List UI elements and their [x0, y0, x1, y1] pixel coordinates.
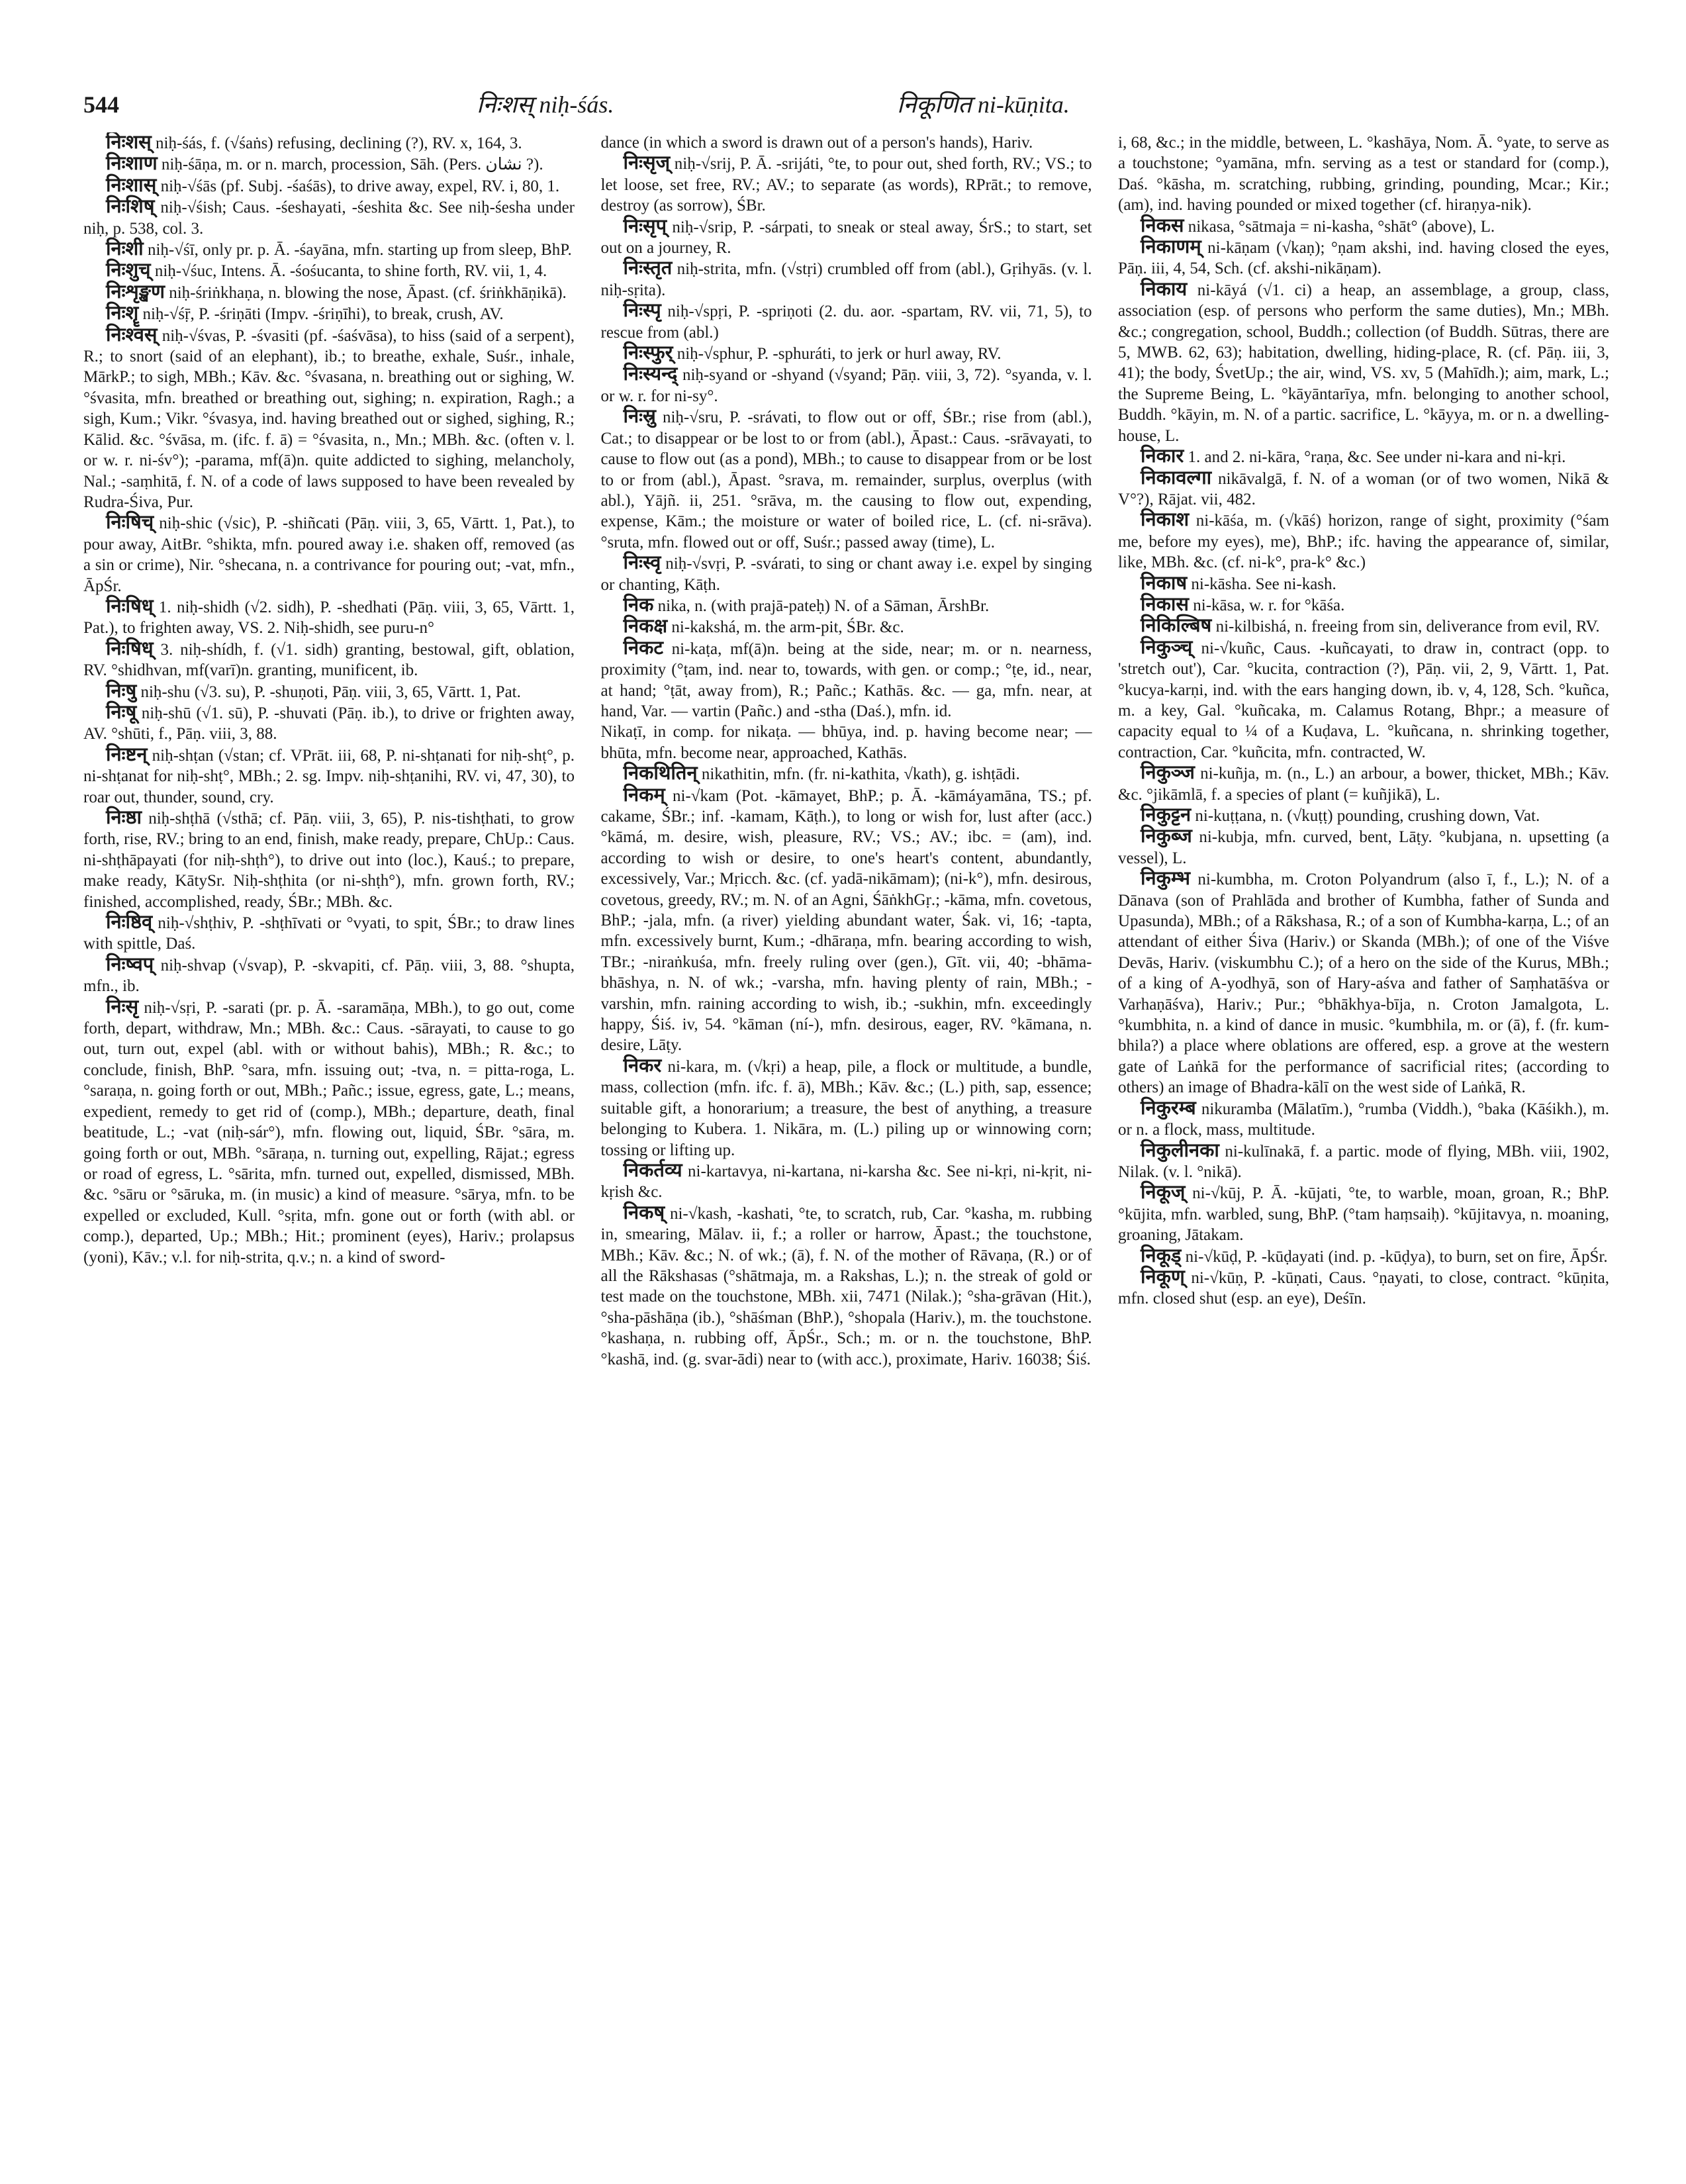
dictionary-entry [83, 512, 575, 596]
entry-text: niḥ-shū (√1. sū), P. -shuvati (Pāṇ. ib.), to drive or frighten away, AV. °shūti, f., Pāṇ. viii, 3, 88. [83, 704, 575, 743]
dictionary-entry [601, 553, 1092, 595]
dictionary-entry [1118, 237, 1609, 279]
dictionary-entry [601, 763, 1092, 784]
entry-headword: निःशॄ [106, 303, 139, 324]
dictionary-entry [1118, 446, 1609, 467]
dictionary-entry [601, 364, 1092, 406]
column-3 [1118, 132, 1609, 2165]
entry-text: nikasa, °sātmaja = ni-kasha, °shāt° (above), L. [1188, 217, 1495, 236]
entry-headword: निःषिच् [106, 512, 154, 534]
entry-headword: निःष्ठा [106, 807, 142, 828]
dictionary-entry [1118, 594, 1609, 616]
dictionary-entry [1118, 826, 1609, 869]
entry-headword: निकाणम् [1141, 236, 1201, 258]
dictionary-entry [601, 153, 1092, 216]
dictionary-entry [1118, 510, 1609, 573]
entry-headword: निःषिध् [106, 595, 154, 617]
entry-headword: निःषू [106, 701, 137, 723]
dictionary-entry [83, 955, 575, 997]
dictionary-entry [83, 997, 575, 1268]
entry-text: ni-kulīnakā, f. a partic. mode of flying, MBh. viii, 1902, Nilak. (v. l. °nikā). [1118, 1142, 1609, 1181]
entry-text: niḥ-śriṅkhaṇa, n. blowing the nose, Āpast. (cf. śriṅkhāṇikā). [169, 283, 567, 302]
entry-text: niḥ-strita, mfn. (√stṛi) crumbled off from (abl.), Gṛihyās. (v. l. niḥ-sṛita). [600, 260, 1092, 299]
entry-headword: निःष्ठिव् [106, 912, 153, 933]
entry-headword: निकास [1141, 593, 1189, 615]
dictionary-entry [1118, 216, 1609, 237]
entry-headword: निक [623, 594, 654, 616]
entry-text: ni-√kam (Pot. -kāmayet, BhP.; p. Ā. -kāmáyamāna, TS.; pf. cakame, ŚBr.; inf. -kamam, Kāṭh.), to long or wish for, lust after (acc.) °kāmá, m. desire, wish, pleasure, RV.; VS.; AV.; ibc. = (am), ind. according to wish or desire, to one's heart's content, abundantly, excessively, Var.; Mṛicch. &c. (cf. yadā-nikāmam); (ni-k°), mfn. desirous, covetous, greedy, RV.; m. N. of an Agni, ŚāṅkhGṛ.; -kāma, mfn. covetous, BhP.; -jala, mfn. (a river) yielding abundant water, Śak. vi, 16; -tapta, mfn. excessively burnt, Kum.; -dhāraṇa, mfn. bearing according to wish, TBr.; -niraṅkuśa, mfn. freely ruling over (gen.), Gīt. vii, 40; -bhāma-bhāshya, n. N. of wk.; -varsha, mfn. having plenty of rain, MBh.; -varshin, mfn. raining according to wish, ib.; -sukhin, mfn. exceedingly happy, Śiś. iv, 54. °kāman (ní-), mfn. desirous, eager, RV. °kāmana, n. desire, Lāṭy. [600, 786, 1092, 1055]
entry-text: niḥ-√svṛi, P. -svárati, to sing or chant away i.e. expel by singing or chanting, Kāṭh. [600, 555, 1092, 594]
dictionary-entry [1118, 616, 1609, 637]
entry-headword: निकुब्ज [1141, 826, 1192, 847]
entry-headword: निकावल्गा [1141, 467, 1212, 489]
entry-headword: निकष् [623, 1202, 665, 1223]
entry-headword: निकक्ष [623, 616, 668, 638]
entry-text: niḥ-syand or -shyand (√syand; Pāṇ. viii, 3, 72). °syanda, v. l. or w. r. for ni-sy°. [600, 366, 1092, 405]
entry-headword: निःशृङ्खण [106, 281, 165, 303]
entry-headword: निःस्यन्द् [623, 363, 678, 385]
dictionary-entry [1118, 279, 1609, 446]
entry-headword: निःशुच् [106, 260, 151, 281]
entry-headword: निकुञ्च् [1141, 636, 1193, 658]
dictionary-entry [83, 154, 575, 175]
dictionary-entry [83, 260, 575, 281]
dictionary-entry [83, 325, 575, 513]
entry-headword: निकर्तव्य [623, 1159, 682, 1181]
entry-headword: निःष्वप् [106, 953, 154, 975]
dictionary-entry [601, 343, 1092, 364]
dictionary-entry [1118, 869, 1609, 1098]
dictionary-entry [83, 303, 575, 324]
entry-headword: निकार [1141, 446, 1184, 467]
entry-headword: निःषिध् [106, 638, 154, 659]
entry-headword: निःशस् [106, 132, 152, 153]
dictionary-entry [1118, 468, 1609, 510]
entry-text: dance (in which a sword is drawn out of a person's hands), Hariv. [600, 134, 1033, 152]
entry-text: niḥ-√śish; Caus. -śeshayati, -śeshita &c. See niḥ-śesha under niḥ, p. 538, col. 3. [83, 199, 575, 238]
entry-text: niḥ-shṭan (√stan; cf. VPrāt. iii, 68, P. ni-shṭanati for niḥ-shṭ°, p. ni-shṭanat for niḥ-shṭ°, MBh.; 2. sg. Impv. niḥ-shṭanihi, RV. vi, 47, 30), to roar out, thunder, sound, cry. [83, 746, 575, 806]
entry-headword: निकाय [1141, 278, 1188, 300]
dictionary-entry [83, 282, 575, 303]
entry-text: nika, n. (with prajā-pateḥ) N. of a Sāman, ĀrshBr. [657, 596, 990, 615]
dictionary-entry [601, 406, 1092, 553]
entry-text: niḥ-√srip, P. -sárpati, to sneak or steal away, ŚrS.; to start, set out on a journey, R. [600, 218, 1092, 258]
entry-headword: निःस्तृत [623, 258, 673, 279]
entry-headword: निकुम्भ [1141, 868, 1190, 890]
entry-headword: निकूज् [1141, 1182, 1186, 1204]
entry-text: niḥ-√sru, P. -srávati, to flow out or off, ŚBr.; rise from (abl.), Cat.; to disappear or be lost to or from (abl.), Āpast.: Caus. -srāvayati, to cause to flow out (as a pond), MBh.; to cause to disappear from or be lost to or from (abl.), Āpast. °srava, m. remainder, surplus, overplus (with abl.), Yājñ. ii, 251. °srāva, m. the causing to flow out, expending, expense, Kām.; the moisture or water of boiled rice, L. (cf. ni-srāva). °sruta, mfn. flowed out or off, Suśr.; passed away (time), L. [600, 408, 1092, 551]
entry-text: ni-kāyá (√1. ci) a heap, an assemblage, a group, class, association (esp. of persons who perform the same duties), Mn.; MBh. &c.; congregation, school, Buddh.; collection (of Buddh. Sūtras, there are 5, MWB. 62, 63); habitation, dwelling, hiding-place, R. (cf. Pāṇ. iii, 3, 41); the body, ŚvetUp.; the air, wind, VS. xv, 5 (Mahīdh.); aim, mark, L.; the Supreme Being, L. °kāyāntarīya, mfn. belonging to another school, Buddh. °kāyin, m. N. of a partic. sacrifice, L. °kāyya, m. or n. a dwelling-house, L. [1118, 281, 1609, 445]
page-number: 544 [83, 91, 119, 118]
entry-headword: निकुट्टन [1141, 804, 1192, 826]
columns-container [83, 132, 1609, 2165]
entry-text: nikāvalgā, f. N. of a woman (or of two women, Nikā & V°?), Rājat. vii, 482. [1118, 469, 1609, 508]
entry-headword: निःश्वस् [106, 324, 158, 346]
dictionary-entry [601, 301, 1092, 343]
dictionary-entry [1118, 638, 1609, 763]
dictionary-entry [83, 132, 575, 154]
dictionary-entry [83, 681, 575, 702]
entry-text: niḥ-√śuc, Intens. Ā. -śośucanta, to shine forth, RV. vii, 1, 4. [154, 262, 547, 281]
entry-text: niḥ-śás, f. (√śaṅs) refusing, declining (?), RV. x, 164, 3. [156, 134, 522, 152]
entry-headword: निकिल्बिष [1141, 615, 1212, 637]
dictionary-entry [83, 745, 575, 808]
entry-headword: निकट [623, 637, 663, 659]
dictionary-entry [1118, 763, 1609, 805]
dictionary-entry [83, 239, 575, 260]
entry-text: ni-kāsa, w. r. for °kāśa. [1193, 596, 1345, 614]
dictionary-entry [1118, 1246, 1609, 1267]
entry-headword: निःशास् [106, 174, 157, 196]
running-head-left: निःशस् niḥ-śás. [477, 91, 614, 118]
entry-headword: निकुलीनका [1141, 1139, 1219, 1161]
entry-headword: निःसृज् [623, 152, 671, 174]
entry-text: ni-kumbha, m. Croton Polyandrum (also ī, f., L.); N. of a Dānava (son of Prahlāda and brother of Kumbha, father of Sunda and Upasunda), MBh.; of a Rākshasa, R.; of a son of Kumbha-karṇa, L.; of an attendant of either Śiva (Hariv.) or Skanda (MBh.); of one of the Viśve Devās, Hariv. (viskumbhu C.); of a hero on the side of the Kurus, MBh.; of a king of A-yodhyā, son of Hary-aśva and father of Saṃhatāśva or Varhaṇāśva), Hariv.; Pur.; °bhākhya-bīja, n. Croton Jamalgota, L. °kumbhita, n. a kind of dance in music. °kumbhila, m. or (ā), f. (fr. kum-bhila?) a place where oblations are offered, esp. a grove at the western gate of Laṅkā for the performance of sacrificial rites; (according to others) an image of Bhadra-kālī on the west side of Laṅkā, R. [1118, 871, 1609, 1097]
dictionary-entry [601, 1056, 1092, 1161]
entry-headword: निःसृप् [623, 215, 667, 237]
entry-text: ni-√kuñc, Caus. -kuñcayati, to draw in, contract (opp. to 'stretch out'), Car. °kucita, contraction (?), Pāṇ. vii, 2, 9, Vārtt. 1, Pat. °kucya-karṇi, ind. with the ears hanging down, ib. v, 4, 128, Sch. °kuñca, m. a key, Gal. °kuñcaka, m. Calamus Rotang, Bhpr.; a measure of capacity equal to ¼ of a Kuḍava, L. °kuñcana, n. shrinking together, contraction, Car. °kuñcita, mfn. contracted, W. [1118, 639, 1609, 761]
dictionary-entry [601, 258, 1092, 301]
entry-headword: निःशाण [106, 153, 158, 175]
entry-text: i, 68, &c.; in the middle, between, L. °kashāya, Nom. Ā. °yate, to serve as a touchstone; °yamāna, mfn. serving as a test or standard for (comp.), Daś. °kāsha, m. scratching, rubbing, grinding, pounding, Mcar.; Kir.; (am), ind. having pounded or mixed together (cf. hiraṇya-nik). [1118, 134, 1609, 214]
entry-headword: निःस्वृ [623, 552, 661, 574]
dictionary-entry [601, 595, 1092, 616]
dictionary-entry [1118, 132, 1609, 216]
entry-text: niḥ-shvap (√svap), P. -skvapiti, cf. Pāṇ. viii, 3, 88. °shupta, mfn., ib. [83, 956, 575, 996]
dictionary-entry [1118, 1141, 1609, 1183]
entry-headword: निःसृ [106, 996, 139, 1018]
entry-text: ni-kāśa, m. (√kāś) horizon, range of sight, proximity (°śam me, before my eyes), me), BhP.; ifc. having the appearance of, similar, like, MBh. &c. (cf. ni-k°, pra-k° &c.) [1118, 512, 1609, 572]
entry-headword: निकूण् [1141, 1266, 1185, 1288]
entry-headword: निकर [623, 1055, 662, 1076]
entry-headword: निःस्फुर् [623, 342, 673, 364]
entry-text: niḥ-shṭhā (√sthā; cf. Pāṇ. viii, 3, 65), P. nis-tishṭhati, to grow forth, rise, RV.; bring to an end, finish, make ready, prepare, ChUp.: Caus. ni-shṭhāpayati (for niḥ-shṭh°), to drive out into (loc.), Kauś.; to prepare, make ready, KātySr. Niḥ-shṭhita (or ni-shṭh°), mfn. grown forth, RV.; finished, accomplished, ready, ŚBr.; MBh. &c. [83, 810, 575, 911]
entry-text: niḥ-√śvas, P. -śvasiti (pf. -śaśvāsa), to hiss (said of a serpent), R.; to snort (said of an elephant), ib.; to breathe, exhale, Suśr., inhale, MārkP.; to sigh, MBh.; Kāv. &c. °śvasana, n. breathing out or sighing, W. °śvasita, mfn. breathed or breathing out, sighing; n. expiration, Ragh.; a sigh, Kum.; Vikr. °śvasya, ind. having breathed out or sighed, sighing, R.; Kālid. &c. °śvāsa, m. (ifc. f. ā) = °śvasita, n., Mn.; MBh. &c. (often v. l. or w. r. ni-śv°); -parama, mf(ā)n. quite addicted to sighing, melancholy, Nal.; -saṃhitā, f. N. of a code of laws supposed to have been revealed by Rudra-Śiva, Pur. [83, 326, 575, 511]
entry-text: ni-kubja, mfn. curved, bent, Lāṭy. °kubjana, n. upsetting (a vessel), L. [1118, 828, 1609, 867]
entry-text: 1. niḥ-shidh (√2. sidh), P. -shedhati (Pāṇ. viii, 3, 65, Vārtt. 1, Pat.), to frighten away, VS. 2. Niḥ-shidh, see puru-n° [83, 598, 575, 638]
entry-headword: निकूड् [1141, 1245, 1182, 1266]
entry-text: niḥ-shic (√sic), P. -shiñcati (Pāṇ. viii, 3, 65, Vārtt. 1, Pat.), to pour away, AitBr. °shikta, mfn. poured away i.e. shaken off, removed (as a sin or crime), Nir. °shecana, n. a contrivance for pouring out; -vat, mfn., ĀpŚr. [83, 514, 575, 595]
entry-text: ni-√kūṇ, P. -kūṇati, Caus. °ṇayati, to close, contract. °kūṇita, mfn. closed shut (esp. an eye), Deśīn. [1118, 1268, 1609, 1308]
dictionary-entry [83, 639, 575, 681]
entry-text: ni-√kūḍ, P. -kūḍayati (ind. p. -kūḍya), to burn, set on fire, ĀpŚr. [1185, 1247, 1608, 1266]
entry-text: niḥ-√srij, P. Ā. -srijáti, °te, to pour out, shed forth, RV.; VS.; to let loose, set free, RV.; AV.; to separate (as words), RPrāt.; to remove, destroy (as sorrow), ŚBr. [600, 155, 1092, 215]
entry-text: nikuramba (Mālatīm.), °rumba (Viddh.), °baka (Kāśikh.), m. or n. a flock, mass, multitude. [1118, 1100, 1609, 1139]
entry-text: niḥ-śāṇa, m. or n. march, procession, Sāh. (Pers. نشان ?). [161, 156, 543, 174]
dictionary-entry [601, 1203, 1092, 1370]
column-2 [601, 132, 1092, 2165]
entry-text: ni-kuṭṭana, n. (√kuṭṭ) pounding, crushing down, Vat. [1195, 807, 1540, 825]
dictionary-entry [601, 132, 1092, 153]
dictionary-entry [601, 638, 1092, 722]
entry-headword: निकुरम्ब [1141, 1097, 1196, 1119]
entry-text: niḥ-√sṛi, P. -sarati (pr. p. Ā. -saramāṇa, MBh.), to go out, come forth, depart, withdraw, Mn.; MBh. &c.: Caus. -sārayati, to cause to go out, turn out, expel (abl. with or without bahis), MBh.; R. &c.; to conclude, finish, BhP. °sara, mfn. issuing out; -tva, n. = pitta-roga, L. °saraṇa, n. going forth or out, MBh.; Pañc.; issue, egress, gate, L.; means, expedient, remedy to get rid of (comp.), MBh.; departure, death, final beatitude, L.; -vat (niḥ-sár°), mfn. flowing out, liquid, ŚBr. °sāra, m. going forth or out, MBh. °sāraṇa, n. turning out, expelling, Rājat.; egress or road of egress, L. °sārita, mfn. turned out, expelled, dismissed, MBh. &c. °sāru or °sāruka, m. (in music) a kind of measure. °sārya, mfn. to be expelled or excluded, Kull. °sṛita, mfn. gone out or forth (with abl. or comp.), departed, Up.; MBh.; Hit.; prominent (eyes), Hariv.; prolapsus (yoni), Kāv.; v.l. for niḥ-strita, q.v.; n. a kind of sword- [83, 998, 575, 1266]
entry-headword: निःस्रु [623, 406, 656, 428]
entry-text: niḥ-√sphur, P. -sphuráti, to jerk or hurl away, RV. [677, 345, 1002, 363]
dictionary-entry [601, 722, 1092, 763]
entry-headword: निःशी [106, 238, 144, 260]
entry-text: niḥ-√shṭhiv, P. -shṭhīvati or °vyati, to spit, ŚBr.; to draw lines with spittle, Daś. [83, 914, 575, 953]
dictionary-entry [83, 596, 575, 639]
dictionary-entry [83, 702, 575, 745]
dictionary-entry [601, 785, 1092, 1056]
entry-headword: निकुञ्ज [1141, 762, 1195, 784]
entry-text: ni-kāṇam (√kaṇ); °ṇam akshi, ind. having closed the eyes, Pāṇ. iii, 4, 54, Sch. (cf. akshi-nikāṇam). [1118, 239, 1609, 278]
entry-text: niḥ-√śṝ, P. -śriṇāti (Impv. -śriṇīhi), to break, crush, AV. [142, 305, 504, 324]
column-1 [83, 132, 575, 2165]
entry-headword: निकम् [623, 784, 665, 806]
running-head-right: निकूणित ni-kūṇita. [897, 91, 1070, 118]
entry-text: 3. niḥ-shídh, f. (√1. sidh) granting, bestowal, gift, oblation, RV. °shidhvan, mf(varī)n. granting, munificent, ib. [83, 640, 575, 680]
entry-text: niḥ-√śī, only pr. p. Ā. -śayāna, mfn. starting up from sleep, BhP. [147, 241, 572, 260]
dictionary-entry [601, 216, 1092, 259]
entry-headword: निकाष [1141, 572, 1188, 594]
entry-headword: निःषु [106, 680, 137, 702]
entry-headword: निकाश [1141, 509, 1190, 531]
entry-text: niḥ-√śās (pf. Subj. -śaśās), to drive away, expel, RV. i, 80, 1. [160, 177, 560, 195]
entry-text: ni-kāsha. See ni-kash. [1191, 575, 1336, 593]
dictionary-entry [83, 197, 575, 239]
dictionary-entry [1118, 805, 1609, 826]
dictionary-entry [1118, 1182, 1609, 1245]
dictionary-entry [83, 175, 575, 197]
entry-text: Nikaṭī, in comp. for nikaṭa. — bhūya, ind. p. having become near; — bhūta, mfn. become near, approached, Kathās. [600, 723, 1092, 762]
entry-headword: निकस [1141, 214, 1184, 236]
dictionary-entry [83, 912, 575, 955]
entry-headword: निःस्पृ [623, 300, 661, 322]
dictionary-entry [1118, 1267, 1609, 1309]
entry-text: ni-√kūj, P. Ā. -kūjati, °te, to warble, moan, groan, R.; BhP. °kūjita, mfn. warbled, sung, BhP. (°tam haṃsaiḥ). °kūjitavya, n. moaning, groaning, Jātakam. [1118, 1184, 1609, 1245]
entry-text: ni-kartavya, ni-kartana, ni-karsha &c. See ni-kṛi, ni-kṛit, ni-kṛish &c. [600, 1162, 1092, 1202]
dictionary-entry [1118, 573, 1609, 594]
entry-text: niḥ-√spṛi, P. -spriṇoti (2. du. aor. -spartam, RV. vii, 71, 5), to rescue from (abl.) [600, 303, 1092, 342]
entry-text: ni-√kash, -kashati, °te, to scratch, rub, Car. °kasha, m. rubbing in, smearing, Mālav. ii, f.; a roller or harrow, Āpast.; the touchstone, MBh.; Kāv. &c.; N. of wk.; (ā), f. N. of the mother of Rāvaṇa, (R.) or of all the Rākshasas (°shātmaja, m. a Rakshas, L.); n. the streak of gold or test made on the touchstone, MBh. xii, 7471 (Nilak.); °sha-grāvan (Hit.), °sha-pāshāṇa (ib.), °shāśman (BhP.), °shopala (Hariv.), m. the touchstone. °kashaṇa, n. rubbing off, ĀpŚr., Sch.; m. or n. the touchstone, BhP. °kashā, ind. (g. svar-ādi) near to (with acc.), proximate, Hariv. 16038; Śiś. [600, 1204, 1092, 1368]
entry-text: ni-kakshá, m. the arm-pit, ŚBr. &c. [671, 618, 904, 637]
dictionary-entry [601, 1161, 1092, 1203]
dictionary-entry [601, 616, 1092, 638]
entry-text: niḥ-shu (√3. su), P. -shuṇoti, Pāṇ. viii, 3, 65, Vārtt. 1, Pat. [140, 683, 521, 701]
entry-headword: निःष्टन् [106, 743, 148, 765]
entry-text: ni-kilbishá, n. freeing from sin, deliverance from evil, RV. [1215, 618, 1600, 636]
dictionary-entry [1118, 1098, 1609, 1141]
entry-text: nikathitin, mfn. (fr. ni-kathita, √kath), g. ishṭādi. [701, 765, 1020, 784]
entry-text: ni-kara, m. (√kṛi) a heap, pile, a flock or multitude, a bundle, mass, collection (mfn. ifc. f. ā), MBh.; Kāv. &c.; (L.) pith, sap, essence; suitable gift, a honorarium; a treasure, the best of anything, a treasure belonging to Kubera. 1. Nikāra, m. (L.) piling up or winnowing corn; tossing or lifting up. [600, 1057, 1092, 1159]
entry-headword: निकथितिन् [623, 763, 698, 784]
entry-text: ni-kuñja, m. (n., L.) an arbour, a bower, thicket, MBh.; Kāv. &c. °jikāmlā, f. a species of plant (= kuñjikā), L. [1118, 765, 1609, 804]
entry-headword: निःशिष् [106, 196, 155, 218]
entry-text: 1. and 2. ni-kāra, °raṇa, &c. See under ni-kara and ni-kṛi. [1188, 448, 1566, 467]
dictionary-entry [83, 808, 575, 912]
entry-text: ni-kaṭa, mf(ā)n. being at the side, near; m. or n. nearness, proximity (°ṭam, ind. near to, towards, with gen. or comp.; °ṭe, id., near, at hand; °ṭāt, away from), R.; Pañc.; Kathās. &c. — ga, mfn. near, at hand, Var. — vartin (Pañc.) and -stha (Daś.), mfn. id. [600, 640, 1092, 720]
